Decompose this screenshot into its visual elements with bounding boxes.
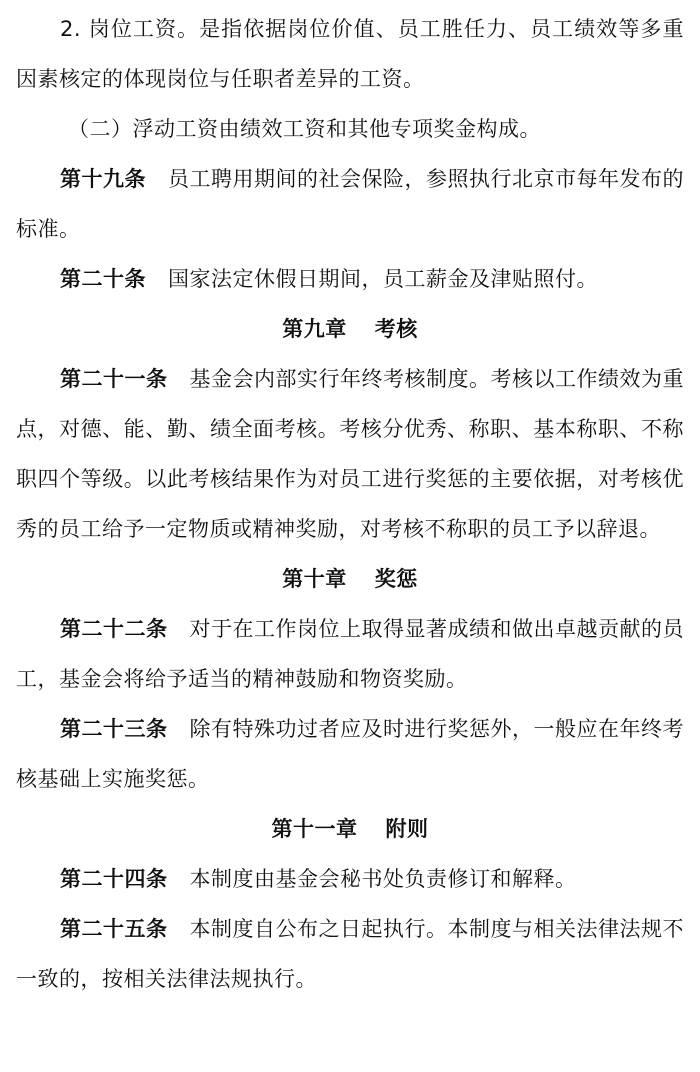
article-text: 国家法定休假日期间，员工薪金及津贴照付。 xyxy=(168,267,598,291)
article-text: 员工聘用期间的社会保险，参照执行北京市每年发布的标准。 xyxy=(16,167,684,241)
article-25 xyxy=(16,904,684,1004)
chapter-heading-11 xyxy=(16,804,684,854)
article-label: 第二十二条 xyxy=(60,617,168,641)
article-19 xyxy=(16,154,684,254)
chapter-heading-9 xyxy=(16,304,684,354)
article-20 xyxy=(16,254,684,304)
article-label: 第二十三条 xyxy=(60,717,168,741)
article-label: 第十九条 xyxy=(60,167,146,191)
chapter-title: 奖惩 xyxy=(374,567,418,591)
article-23 xyxy=(16,704,684,804)
article-text: 本制度由基金会秘书处负责修订和解释。 xyxy=(189,867,577,891)
article-24 xyxy=(16,854,684,904)
chapter-number: 第十一章 xyxy=(271,817,358,841)
chapter-number: 第九章 xyxy=(282,317,347,341)
article-text: 基金会内部实行年终考核制度。考核以工作绩效为重点，对德、能、勤、绩全面考核。考核分优秀、称职、基本称职、不称职四个等级。以此考核结果作为对员工进行奖惩的主要依据，对考核优秀的员工给予一定物质或精神奖励，对考核不称职的员工予以辞退。 xyxy=(16,367,684,541)
article-text: 除有特殊功过者应及时进行奖惩外，一般应在年终考核基础上实施奖惩。 xyxy=(16,717,684,791)
chapter-number: 第十章 xyxy=(282,567,347,591)
paragraph-text: （二）浮动工资由绩效工资和其他专项奖金构成。 xyxy=(68,117,541,141)
paragraph-position-salary xyxy=(16,4,684,104)
article-22 xyxy=(16,604,684,704)
article-21 xyxy=(16,354,684,554)
chapter-title: 附则 xyxy=(385,817,429,841)
chapter-heading-10 xyxy=(16,554,684,604)
article-label: 第二十条 xyxy=(60,267,146,291)
chapter-title: 考核 xyxy=(374,317,418,341)
article-label: 第二十五条 xyxy=(60,917,168,941)
paragraph-text: 2. 岗位工资。是指依据岗位价值、员工胜任力、员工绩效等多重因素核定的体现岗位与任职者差异的工资。 xyxy=(16,17,684,91)
article-text: 本制度自公布之日起执行。本制度与相关法律法规不一致的，按相关法律法规执行。 xyxy=(16,917,684,991)
article-text: 对于在工作岗位上取得显著成绩和做出卓越贡献的员工，基金会将给予适当的精神鼓励和物资奖励。 xyxy=(16,617,684,691)
paragraph-floating-salary xyxy=(16,104,684,154)
article-label: 第二十一条 xyxy=(60,367,168,391)
article-label: 第二十四条 xyxy=(60,867,168,891)
